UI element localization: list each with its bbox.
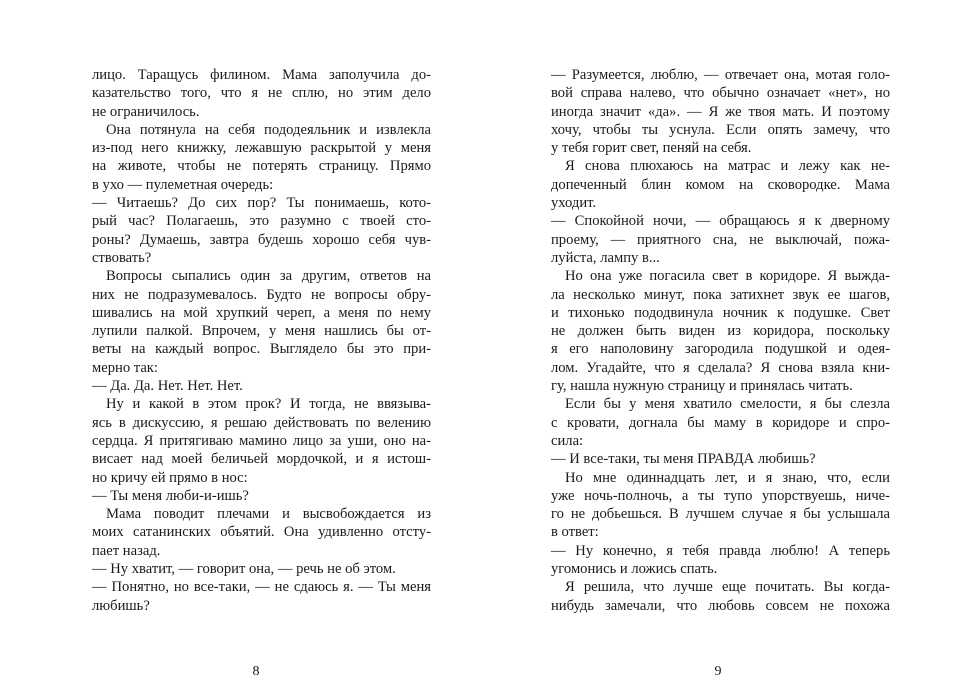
text-line: — Спокойной ночи, — обращаюсь я к дверному <box>551 213 890 230</box>
text-line: — Понятно, но все-таки, — не сдаюсь я. — Ты меня <box>92 579 431 596</box>
text-line: у тебя горит свет, пеняй на себя. <box>551 140 752 157</box>
text-line: любишь? <box>92 597 150 614</box>
text-line: в ухо — пулеметная очередь: <box>92 176 274 193</box>
text-line: хочу, чтобы ты уснула. Если опять замечу, что <box>551 121 890 138</box>
text-line: веты на каждый вопрос. Выглядело бы это при- <box>92 341 431 358</box>
text-line: Она потянула на себя пододеяльник и извлекла <box>106 121 431 138</box>
text-line: Мама поводит плечами и высвобождается из <box>106 506 431 523</box>
text-line: луйста, лампу в... <box>551 249 660 266</box>
text-line: на животе, чтобы не потерять страницу. Прямо <box>92 158 431 175</box>
text-line: — И все-таки, ты меня ПРАВДА любишь? <box>551 451 816 468</box>
text-line: не ограничилось. <box>92 103 200 120</box>
right-page-number: 9 <box>714 664 722 679</box>
right-page-text <box>551 66 890 615</box>
text-line: не должен быть виден из коридора, поскольку <box>551 323 890 340</box>
text-line: нибудь замечали, что любовь совсем не похожа <box>551 597 890 614</box>
text-line: Я решила, что лучше еще почитать. Вы когда- <box>565 579 890 596</box>
text-line: гу, нашла нужную страницу и принялась читать. <box>551 378 853 395</box>
text-line: висает над моей беличьей мордочкой, и я истош- <box>92 451 431 468</box>
text-line: Я снова плюхаюсь на матрас и лежу как не- <box>565 158 890 175</box>
text-line: казательство того, что я не сплю, но этим дело <box>92 85 431 102</box>
text-line: — Да. Да. Нет. Нет. Нет. <box>92 378 243 395</box>
text-line: го не добьешься. В лучшем случае я бы услышала <box>551 506 890 523</box>
text-line: роны? Думаешь, завтра будешь хорошо себя чув- <box>92 231 431 248</box>
text-line: но кричу ей прямо в нос: <box>92 469 248 486</box>
text-line: — Разумеется, люблю, — отвечает она, мотая голо- <box>551 67 890 83</box>
text-line: моих сатанинских объятий. Она удивленно отсту- <box>92 524 431 541</box>
text-line: в ответ: <box>551 524 599 541</box>
text-line: — Ты меня люби-и-ишь? <box>92 487 249 504</box>
text-line: них не подразумевалось. Будто не вопросы обру- <box>92 286 431 303</box>
text-line: ла несколько минут, пока затихнет звук ее шагов, <box>551 286 890 303</box>
text-line: Ну и какой в этом прок? И тогда, не ввязыва- <box>106 396 431 413</box>
text-line: Если бы у меня хватило смелости, я бы слезла <box>565 396 890 413</box>
text-line: лупили палкой. Впрочем, у меня нашлись бы от- <box>92 323 431 340</box>
text-line: мерно так: <box>92 359 158 376</box>
text-line: с кровати, догнала бы маму в коридоре и спро- <box>551 414 890 431</box>
text-line: иногда значит «да». — Я же твоя мать. И поэтому <box>551 103 890 120</box>
left-page-number: 8 <box>252 664 260 679</box>
text-line: допеченный блин комом на сковородке. Мама <box>551 176 890 193</box>
text-line: пает назад. <box>92 542 161 559</box>
text-line: уходит. <box>551 195 597 212</box>
text-line: лицо. Таращусь филином. Мама заполучила до- <box>92 67 431 83</box>
text-line: угомонись и ложись спать. <box>551 561 718 578</box>
text-line: ясь в дискуссию, я решаю действовать по велению <box>92 414 431 431</box>
text-line: Но мне одиннадцать лет, и я знаю, что, если <box>565 469 890 486</box>
text-line: Вопросы сыпались один за другим, ответов на <box>106 268 431 285</box>
text-line: ствовать? <box>92 249 152 266</box>
text-line: и тихонько пододвинула ночник к подушке. Свет <box>551 304 890 321</box>
text-line: вой справа налево, что обычно означает «нет», но <box>551 85 890 102</box>
text-line: — Читаешь? До сих пор? Ты понимаешь, кото- <box>92 195 431 212</box>
text-line: — Ну конечно, я тебя правда люблю! А теперь <box>551 542 890 559</box>
left-page-text <box>92 66 431 615</box>
text-line: я его наполовину загородила подушкой и одея- <box>551 341 890 358</box>
text-line: шивались на мой хрупкий череп, а меня по нему <box>92 304 431 321</box>
text-line: Но она уже погасила свет в коридоре. Я выжда- <box>565 268 890 285</box>
text-line: — Ну хватит, — говорит она, — речь не об этом. <box>92 561 396 578</box>
text-line: сердца. Я притягиваю мамино лицо за уши, оно на- <box>92 432 431 449</box>
text-line: уже ночь-полночь, а ты тупо упорствуешь, ниче- <box>551 487 890 504</box>
text-line: лом. Угадайте, что я сделала? Я снова взяла кни- <box>551 359 890 376</box>
text-line: из-под него книжку, лежавшую раскрытой у меня <box>92 140 431 157</box>
text-line: сила: <box>551 432 584 449</box>
text-line: проему, — приятного сна, не выключай, пожа- <box>551 231 890 248</box>
text-line: рый час? Полагаешь, это разумно с твоей сто- <box>92 213 431 230</box>
